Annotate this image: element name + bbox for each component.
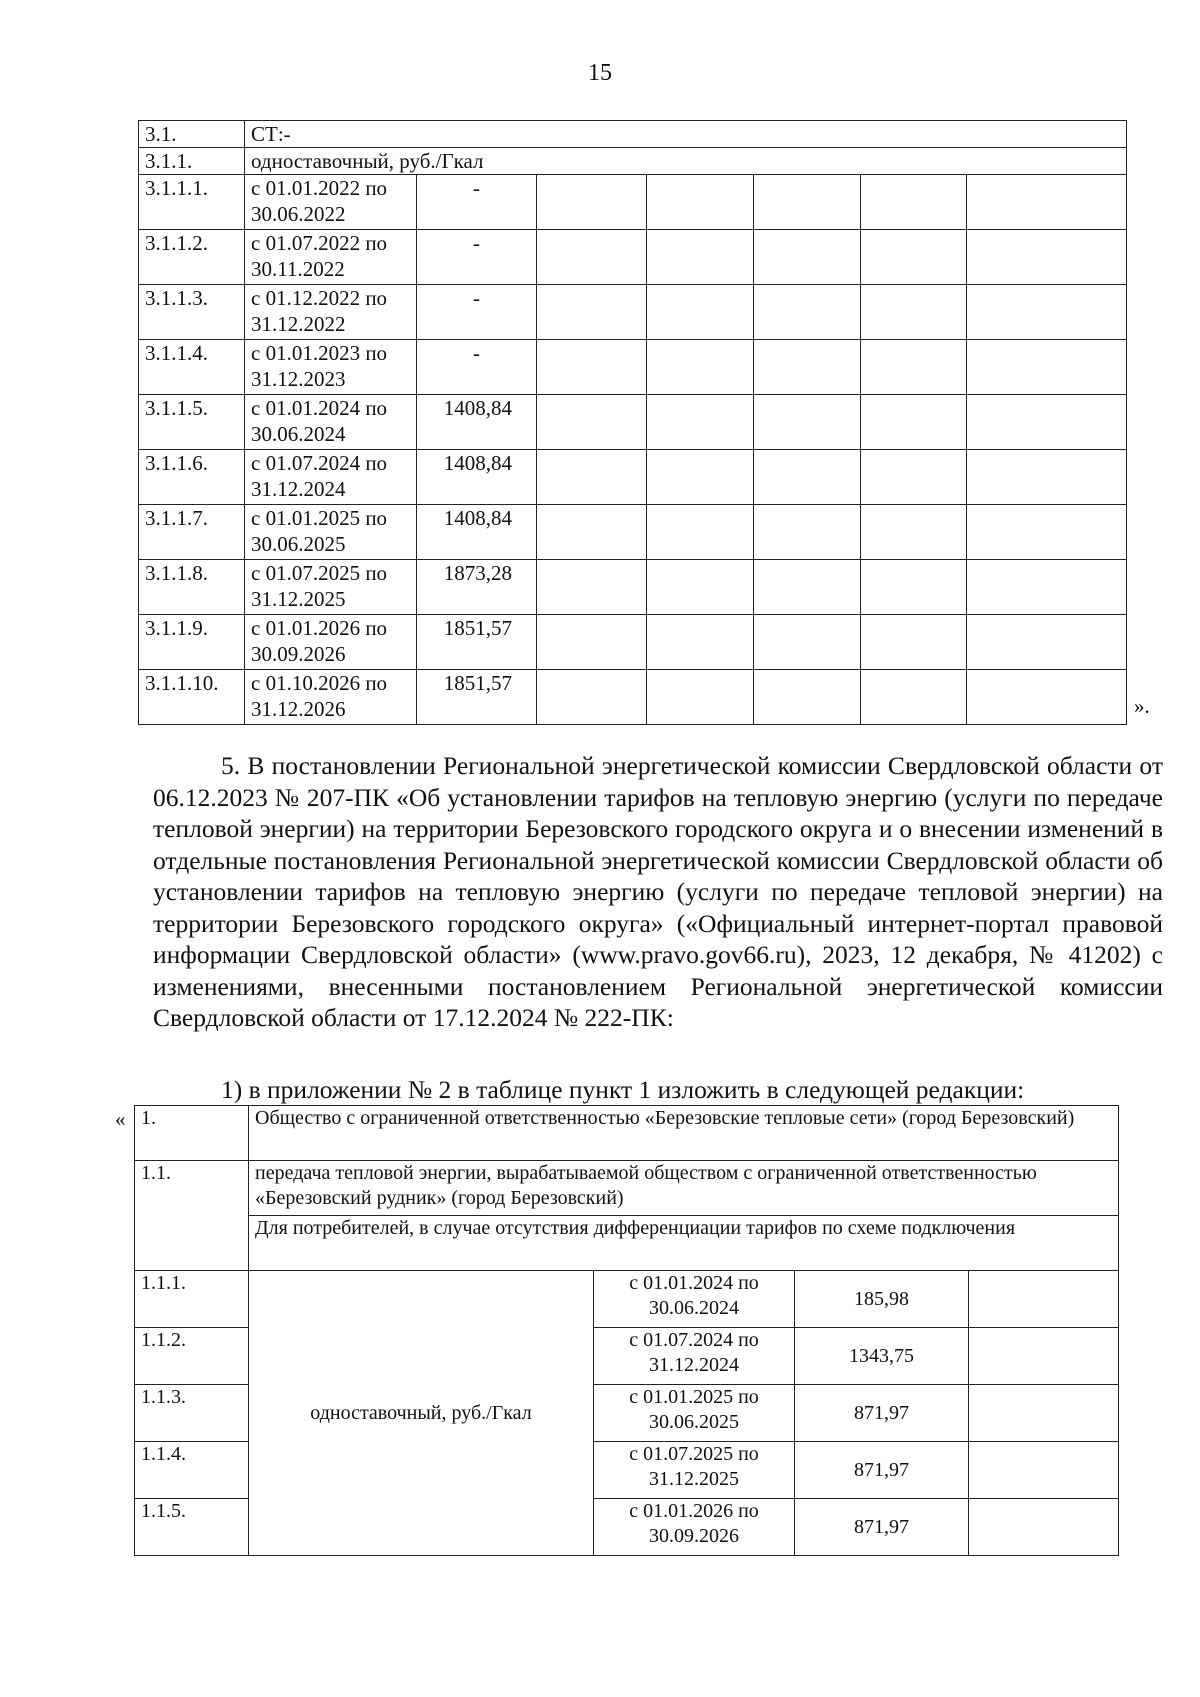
opening-quote: « xyxy=(115,1107,126,1131)
empty-cell xyxy=(537,670,647,725)
row-number: 1.1.3. xyxy=(135,1385,249,1442)
empty-cell xyxy=(537,450,647,505)
table-row xyxy=(139,395,1127,450)
empty-cell xyxy=(647,670,754,725)
row-number: 3.1.1.2. xyxy=(139,230,245,285)
empty-cell xyxy=(861,340,967,395)
organization-name: Общество с ограниченной ответственностью «Березовские тепловые сети» (город Березовский) xyxy=(249,1106,1119,1161)
empty-cell xyxy=(647,395,754,450)
table-row xyxy=(135,1106,1119,1161)
empty-cell xyxy=(861,615,967,670)
row-number: 1.1.5. xyxy=(135,1499,249,1556)
value-cell: 1851,57 xyxy=(417,615,537,670)
empty-cell xyxy=(754,285,861,340)
amendment-paragraph xyxy=(153,750,1163,1034)
empty-cell xyxy=(861,285,967,340)
row-number: 1.1.1. xyxy=(135,1271,249,1328)
period-cell: с 01.07.2022 по 30.11.2022 xyxy=(245,230,417,285)
empty-cell xyxy=(967,175,1127,230)
row-number: 3.1. xyxy=(139,121,245,148)
period-cell: с 01.07.2025 по 31.12.2025 xyxy=(594,1442,795,1499)
row-number: 1.1. xyxy=(135,1161,249,1271)
table-row xyxy=(139,121,1127,148)
row-number: 3.1.1. xyxy=(139,148,245,175)
table-row xyxy=(135,1216,1119,1271)
table-row xyxy=(139,230,1127,285)
empty-cell xyxy=(754,395,861,450)
value-cell: 1408,84 xyxy=(417,505,537,560)
empty-cell xyxy=(754,560,861,615)
empty-cell xyxy=(647,615,754,670)
empty-cell xyxy=(967,505,1127,560)
service-description: передача тепловой энергии, вырабатываемой обществом с ограниченной ответственностью «Березовский рудник» (город Березовский) xyxy=(249,1161,1119,1216)
empty-cell xyxy=(754,615,861,670)
value-cell: - xyxy=(417,340,537,395)
empty-cell xyxy=(861,450,967,505)
empty-cell xyxy=(754,230,861,285)
value-cell: 871,97 xyxy=(795,1499,969,1556)
empty-cell xyxy=(967,285,1127,340)
empty-cell xyxy=(967,560,1127,615)
period-cell: с 01.07.2025 по 31.12.2025 xyxy=(245,560,417,615)
period-cell: с 01.01.2024 по 30.06.2024 xyxy=(594,1271,795,1328)
table-row xyxy=(139,175,1127,230)
row-number: 3.1.1.9. xyxy=(139,615,245,670)
row-number: 3.1.1.7. xyxy=(139,505,245,560)
empty-cell xyxy=(647,560,754,615)
section-label: СТ:- xyxy=(245,121,1127,148)
table-row xyxy=(139,340,1127,395)
rate-type-label: одноставочный, руб./Гкал xyxy=(249,1271,594,1556)
empty-cell xyxy=(754,505,861,560)
period-cell: с 01.07.2024 по 31.12.2024 xyxy=(594,1328,795,1385)
empty-cell xyxy=(537,175,647,230)
empty-cell xyxy=(754,175,861,230)
row-number: 1.1.4. xyxy=(135,1442,249,1499)
period-cell: с 01.01.2026 по 30.09.2026 xyxy=(245,615,417,670)
empty-cell xyxy=(861,395,967,450)
empty-cell xyxy=(537,395,647,450)
empty-cell xyxy=(967,340,1127,395)
empty-cell xyxy=(647,175,754,230)
page-number: 15 xyxy=(588,60,612,86)
empty-cell xyxy=(969,1442,1119,1499)
empty-cell xyxy=(967,615,1127,670)
empty-cell xyxy=(969,1385,1119,1442)
empty-cell xyxy=(861,670,967,725)
value-cell: 1851,57 xyxy=(417,670,537,725)
empty-cell xyxy=(537,340,647,395)
table-row xyxy=(139,670,1127,725)
empty-cell xyxy=(754,340,861,395)
period-cell: с 01.12.2022 по 31.12.2022 xyxy=(245,285,417,340)
period-cell: с 01.01.2024 по 30.06.2024 xyxy=(245,395,417,450)
closing-quote: ». xyxy=(1134,694,1150,718)
table-row xyxy=(139,148,1127,175)
value-cell: - xyxy=(417,230,537,285)
empty-cell xyxy=(861,175,967,230)
row-number: 3.1.1.1. xyxy=(139,175,245,230)
table-row xyxy=(139,285,1127,340)
period-cell: с 01.07.2024 по 31.12.2024 xyxy=(245,450,417,505)
value-cell: 1408,84 xyxy=(417,450,537,505)
table-row xyxy=(139,505,1127,560)
value-cell: 871,97 xyxy=(795,1385,969,1442)
empty-cell xyxy=(754,450,861,505)
period-cell: с 01.10.2026 по 31.12.2026 xyxy=(245,670,417,725)
period-cell: с 01.01.2023 по 31.12.2023 xyxy=(245,340,417,395)
empty-cell xyxy=(967,450,1127,505)
empty-cell xyxy=(537,230,647,285)
value-cell: - xyxy=(417,285,537,340)
paragraph-text: 5. В постановлении Региональной энергетической комиссии Свердловской области от 06.12.2023 № 207-ПК «Об установлении тарифов на тепловую энергию (услуги по передаче тепловой энергии) на территории Березовского городского округа и о внесении изменений в отдельные постановления Региональной энергетической комиссии Свердловской области об установлении тарифов на тепловую энергию (услуги по передаче тепловой энергии) на территории Березовского городского округа» («Официальный интернет-портал правовой информации Свердловской области» (www.pravo.gov66.ru), 2023, 12 декабря, № 41202) с изменениями, внесенными постановлением Региональной энергетической комиссии Свердловской области от 17.12.2024 № 222-ПК: xyxy=(153,751,1163,1032)
rate-type-label: одноставочный, руб./Гкал xyxy=(245,148,1127,175)
table-row xyxy=(135,1161,1119,1216)
table-row xyxy=(139,560,1127,615)
period-cell: с 01.01.2026 по 30.09.2026 xyxy=(594,1499,795,1556)
value-cell: 185,98 xyxy=(795,1271,969,1328)
row-number: 3.1.1.3. xyxy=(139,285,245,340)
value-cell: 1873,28 xyxy=(417,560,537,615)
value-cell: - xyxy=(417,175,537,230)
sub-item-text: 1) в приложении № 2 в таблице пункт 1 изложить в следующей редакции: xyxy=(221,1075,1025,1104)
table-row xyxy=(139,615,1127,670)
empty-cell xyxy=(754,670,861,725)
empty-cell xyxy=(647,340,754,395)
empty-cell xyxy=(647,230,754,285)
row-number: 3.1.1.10. xyxy=(139,670,245,725)
row-number: 3.1.1.5. xyxy=(139,395,245,450)
row-number: 1.1.2. xyxy=(135,1328,249,1385)
row-number: 1. xyxy=(135,1106,249,1161)
empty-cell xyxy=(861,230,967,285)
table-row xyxy=(135,1271,1119,1328)
empty-cell xyxy=(537,615,647,670)
empty-cell xyxy=(647,505,754,560)
empty-cell xyxy=(537,560,647,615)
empty-cell xyxy=(861,505,967,560)
row-number: 3.1.1.8. xyxy=(139,560,245,615)
row-number: 3.1.1.4. xyxy=(139,340,245,395)
tariff-table-st xyxy=(138,120,1127,725)
period-cell: с 01.01.2025 по 30.06.2025 xyxy=(245,505,417,560)
value-cell: 871,97 xyxy=(795,1442,969,1499)
value-cell: 1343,75 xyxy=(795,1328,969,1385)
empty-cell xyxy=(861,560,967,615)
value-cell: 1408,84 xyxy=(417,395,537,450)
empty-cell xyxy=(537,285,647,340)
empty-cell xyxy=(967,230,1127,285)
empty-cell xyxy=(969,1499,1119,1556)
empty-cell xyxy=(969,1271,1119,1328)
table-row xyxy=(139,450,1127,505)
empty-cell xyxy=(969,1328,1119,1385)
empty-cell xyxy=(647,285,754,340)
row-number: 3.1.1.6. xyxy=(139,450,245,505)
tariff-table-heat-transfer xyxy=(134,1105,1119,1556)
empty-cell xyxy=(537,505,647,560)
period-cell: с 01.01.2022 по 30.06.2022 xyxy=(245,175,417,230)
empty-cell xyxy=(647,450,754,505)
empty-cell xyxy=(967,670,1127,725)
empty-cell xyxy=(967,395,1127,450)
consumer-group: Для потребителей, в случае отсутствия дифференциации тарифов по схеме подключения xyxy=(249,1216,1119,1271)
period-cell: с 01.01.2025 по 30.06.2025 xyxy=(594,1385,795,1442)
